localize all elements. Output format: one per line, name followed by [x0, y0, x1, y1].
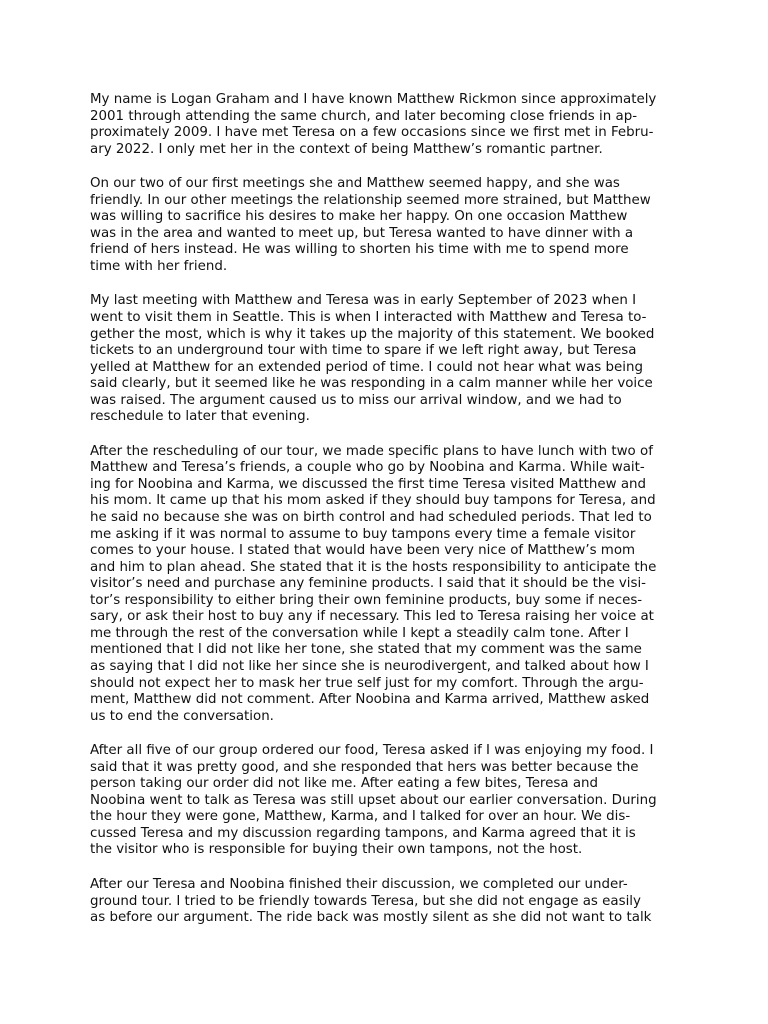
text-line: Matthew and Teresa’s friends, a couple who go by Noobina and Karma. While wait- — [90, 460, 645, 476]
text-line: said clearly, but it seemed like he was responding in a calm manner while her voice — [90, 376, 653, 392]
text-line: should not expect her to mask her true self just for my comfort. Through the argu- — [90, 675, 644, 691]
text-line: tickets to an underground tour with time to spare if we left right away, but Teresa — [90, 343, 637, 359]
text-line: reschedule to later that evening. — [90, 409, 310, 425]
text-line: went to visit them in Seattle. This is when I interacted with Matthew and Teresa to- — [90, 310, 647, 326]
text-line: After our Teresa and Noobina finished their discussion, we completed our under- — [90, 876, 628, 892]
text-line: My last meeting with Matthew and Teresa was in early September of 2023 when I — [90, 293, 637, 309]
text-line: was raised. The argument caused us to miss our arrival window, and we had to — [90, 392, 622, 408]
text-line: and him to plan ahead. She stated that it is the hosts responsibility to anticipate the — [90, 559, 657, 575]
text-line: cussed Teresa and my discussion regarding tampons, and Karma agreed that it is — [90, 825, 636, 841]
text-line: gether the most, which is why it takes up the majority of this statement. We booked — [90, 326, 655, 342]
text-line: tor’s responsibility to either bring their own feminine products, buy some if neces- — [90, 592, 643, 608]
text-line: friend of hers instead. He was willing to shorten his time with me to spend more — [90, 242, 629, 258]
paragraph — [90, 176, 680, 275]
text-line: he said no because she was on birth control and had scheduled periods. That led to — [90, 510, 652, 526]
text-line: as saying that I did not like her since she is neurodivergent, and talked about how I — [90, 658, 649, 674]
text-line: sary, or ask their host to buy any if necessary. This led to Teresa raising her voice at — [90, 609, 654, 625]
text-line: said that it was pretty good, and she responded that hers was better because the — [90, 759, 639, 775]
text-line: comes to your house. I stated that would have been very nice of Matthew’s mom — [90, 543, 636, 559]
text-line: the visitor who is responsible for buying their own tampons, not the host. — [90, 842, 583, 858]
text-line: the hour they were gone, Matthew, Karma, and I talked for over an hour. We dis- — [90, 809, 631, 825]
paragraph — [90, 877, 680, 927]
paragraph — [90, 92, 680, 158]
text-line: friendly. In our other meetings the relationship seemed more strained, but Matthew — [90, 192, 651, 208]
text-line: Noobina went to talk as Teresa was still upset about our earlier conversation. During — [90, 792, 657, 808]
text-line: person taking our order did not like me. After eating a few bites, Teresa and — [90, 776, 599, 792]
paragraph — [90, 293, 680, 425]
text-line: was willing to sacrifice his desires to make her happy. On one occasion Matthew — [90, 209, 628, 225]
text-line: time with her friend. — [90, 258, 228, 274]
text-line: us to end the conversation. — [90, 708, 274, 724]
text-line: his mom. It came up that his mom asked if they should buy tampons for Teresa, and — [90, 493, 656, 509]
text-line: ary 2022. I only met her in the context of being Matthew’s romantic partner. — [90, 141, 603, 157]
text-line: mentioned that I did not like her tone, she stated that my comment was the same — [90, 642, 642, 658]
text-line: visitor’s need and purchase any feminine products. I said that it should be the visi- — [90, 576, 647, 592]
text-line: 2001 through attending the same church, and later becoming close friends in ap- — [90, 108, 638, 124]
text-line: me through the rest of the conversation while I kept a steadily calm tone. After I — [90, 625, 629, 641]
text-line: proximately 2009. I have met Teresa on a few occasions since we first met in Febru- — [90, 125, 654, 141]
text-line: My name is Logan Graham and I have known Matthew Rickmon since approximately — [90, 92, 657, 107]
text-line: After all five of our group ordered our food, Teresa asked if I was enjoying my food. I — [90, 743, 654, 759]
text-line: After the rescheduling of our tour, we made specific plans to have lunch with two of — [90, 443, 653, 459]
text-line: me asking if it was normal to assume to buy tampons every time a female visitor — [90, 526, 636, 542]
text-line: yelled at Matthew for an extended period of time. I could not hear what was being — [90, 359, 643, 375]
paragraph — [90, 444, 680, 725]
document-page — [90, 92, 680, 945]
text-line: ing for Noobina and Karma, we discussed the first time Teresa visited Matthew and — [90, 476, 647, 492]
text-line: ment, Matthew did not comment. After Noobina and Karma arrived, Matthew asked — [90, 692, 650, 708]
paragraph — [90, 743, 680, 859]
text-line: ground tour. I tried to be friendly towards Teresa, but she did not engage as easily — [90, 893, 641, 909]
text-line: was in the area and wanted to meet up, but Teresa wanted to have dinner with a — [90, 225, 634, 241]
text-line: On our two of our first meetings she and Matthew seemed happy, and she was — [90, 176, 620, 192]
text-line: as before our argument. The ride back was mostly silent as she did not want to talk — [90, 910, 652, 926]
